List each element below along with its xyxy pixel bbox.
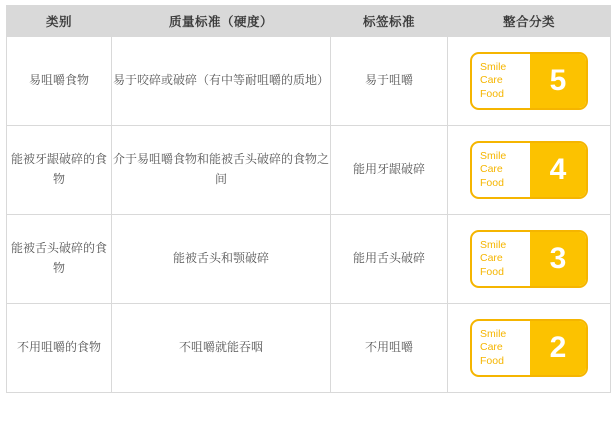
badge-line-3: Food: [480, 176, 504, 189]
badge-line-1: Smile: [480, 238, 507, 251]
cell-badge: [448, 126, 611, 215]
table-header-row: [7, 6, 611, 37]
badge-wordmark: [472, 54, 530, 108]
cell-label: 不用咀嚼: [331, 304, 448, 393]
cell-quality: 易于咬碎或破碎（有中等耐咀嚼的质地）: [112, 37, 331, 126]
badge-number: 5: [530, 54, 586, 108]
badge-line-3: Food: [480, 265, 504, 278]
badge-number: 3: [530, 232, 586, 286]
header-label-standard: 标签标准: [331, 6, 448, 37]
header-integrated-classification: 整合分类: [448, 6, 611, 37]
food-classification-table: [6, 5, 611, 393]
cell-category: 不用咀嚼的食物: [7, 304, 112, 393]
badge-line-2: Care: [480, 74, 503, 87]
badge-line-3: Food: [480, 354, 504, 367]
table-row: [7, 304, 611, 393]
badge-line-1: Smile: [480, 327, 507, 340]
cell-category: 能被舌头破碎的食物: [7, 215, 112, 304]
header-quality-standard: 质量标准（硬度）: [112, 6, 331, 37]
badge-line-1: Smile: [480, 149, 507, 162]
cell-badge: [448, 215, 611, 304]
cell-quality: 不咀嚼就能吞咽: [112, 304, 331, 393]
badge-wordmark: [472, 232, 530, 286]
table-row: [7, 37, 611, 126]
cell-category: 能被牙龈破碎的食物: [7, 126, 112, 215]
header-category: 类别: [7, 6, 112, 37]
table-row: [7, 215, 611, 304]
cell-quality: 介于易咀嚼食物和能被舌头破碎的食物之间: [112, 126, 331, 215]
badge-line-3: Food: [480, 87, 504, 100]
badge-wordmark: [472, 321, 530, 375]
badge-line-2: Care: [480, 341, 503, 354]
badge-wordmark: [472, 143, 530, 197]
smile-care-food-badge: [470, 52, 588, 110]
badge-line-1: Smile: [480, 60, 507, 73]
cell-badge: [448, 37, 611, 126]
table-row: [7, 126, 611, 215]
smile-care-food-badge: [470, 141, 588, 199]
cell-category: 易咀嚼食物: [7, 37, 112, 126]
smile-care-food-badge: [470, 230, 588, 288]
badge-line-2: Care: [480, 252, 503, 265]
cell-badge: [448, 304, 611, 393]
cell-label: 易于咀嚼: [331, 37, 448, 126]
table-header: [7, 6, 611, 37]
smile-care-food-badge: [470, 319, 588, 377]
cell-quality: 能被舌头和颚破碎: [112, 215, 331, 304]
document-page: [0, 5, 612, 435]
cell-label: 能用舌头破碎: [331, 215, 448, 304]
cell-label: 能用牙龈破碎: [331, 126, 448, 215]
table-body: [7, 37, 611, 393]
badge-line-2: Care: [480, 163, 503, 176]
badge-number: 2: [530, 321, 586, 375]
badge-number: 4: [530, 143, 586, 197]
